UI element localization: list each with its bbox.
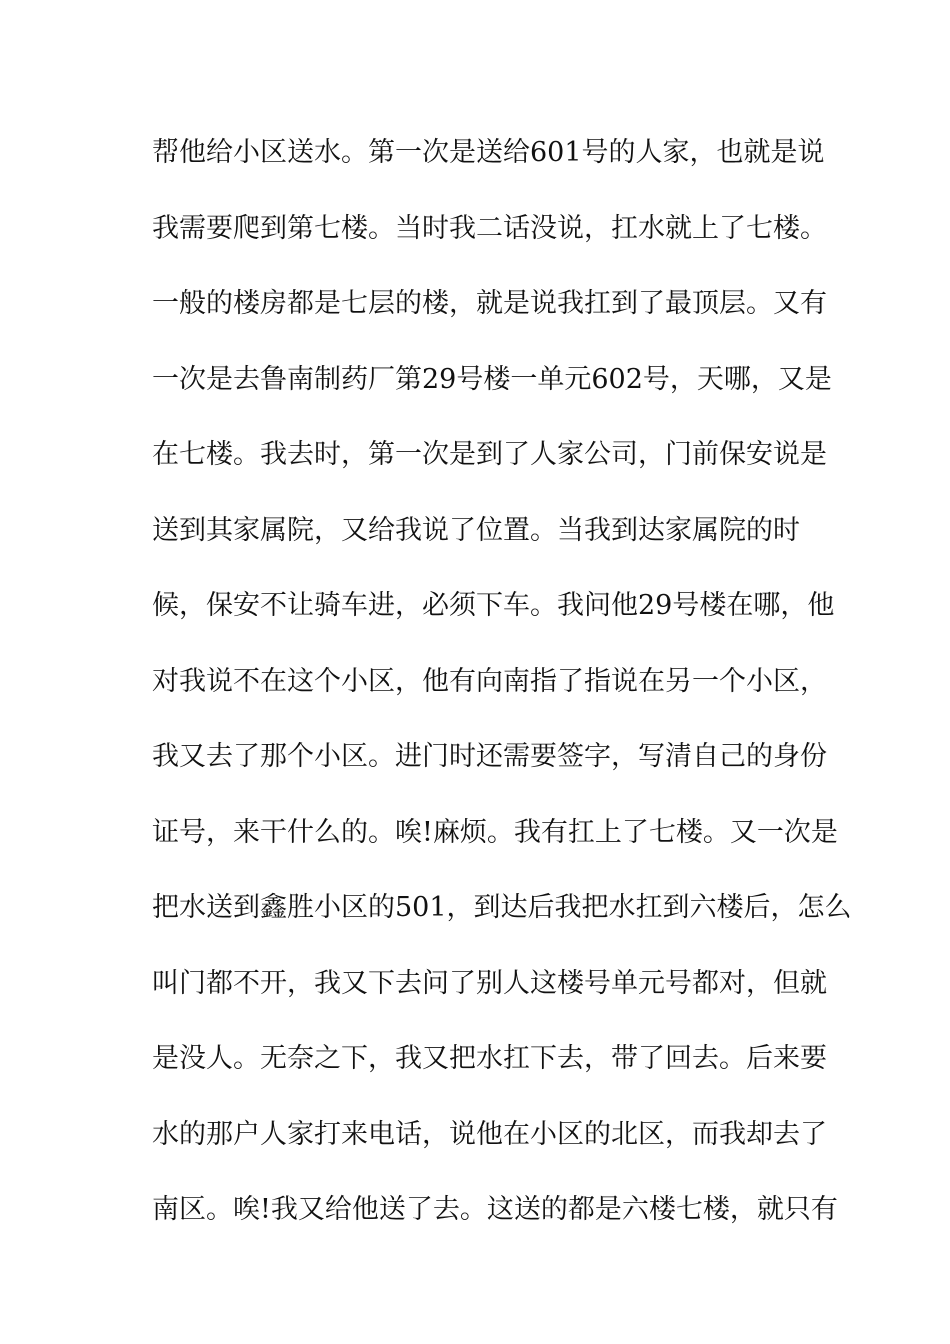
text-line: 南区。唉!我又给他送了去。这送的都是六楼七楼，就只有	[152, 1194, 838, 1225]
text-line: 在七楼。我去时，第一次是到了人家公司，门前保安说是	[152, 439, 827, 470]
text-line: 一般的楼房都是七层的楼，就是说我扛到了最顶层。又有	[152, 288, 827, 319]
text-line: 水的那户人家打来电话，说他在小区的北区，而我却去了	[152, 1118, 827, 1150]
text-line: 证号，来干什么的。唉!麻烦。我有扛上了七楼。又一次是	[152, 816, 838, 848]
text-line: 送到其家属院，又给我说了位置。当我到达家属院的时	[152, 514, 800, 546]
text-line: 叫门都不开，我又下去问了别人这楼号单元号都对，但就	[152, 967, 827, 999]
text-line: 把水送到鑫胜小区的501，到达后我把水扛到六楼后，怎么	[152, 892, 852, 923]
text-line: 帮他给小区送水。第一次是送给601号的人家，也就是说	[152, 137, 825, 168]
text-line: 候，保安不让骑车进，必须下车。我问他29号楼在哪，他	[152, 590, 835, 621]
body-text	[152, 133, 852, 1266]
text-line: 对我说不在这个小区，他有向南指了指说在另一个小区，	[152, 665, 827, 697]
text-line: 我需要爬到第七楼。当时我二话没说，扛水就上了七楼。	[152, 212, 827, 244]
text-line: 我又去了那个小区。进门时还需要签字，写清自己的身份	[152, 741, 827, 772]
text-line: 一次是去鲁南制药厂第29号楼一单元602号，天哪，又是	[152, 363, 832, 395]
text-line: 是没人。无奈之下，我又把水扛下去，带了回去。后来要	[152, 1043, 827, 1074]
